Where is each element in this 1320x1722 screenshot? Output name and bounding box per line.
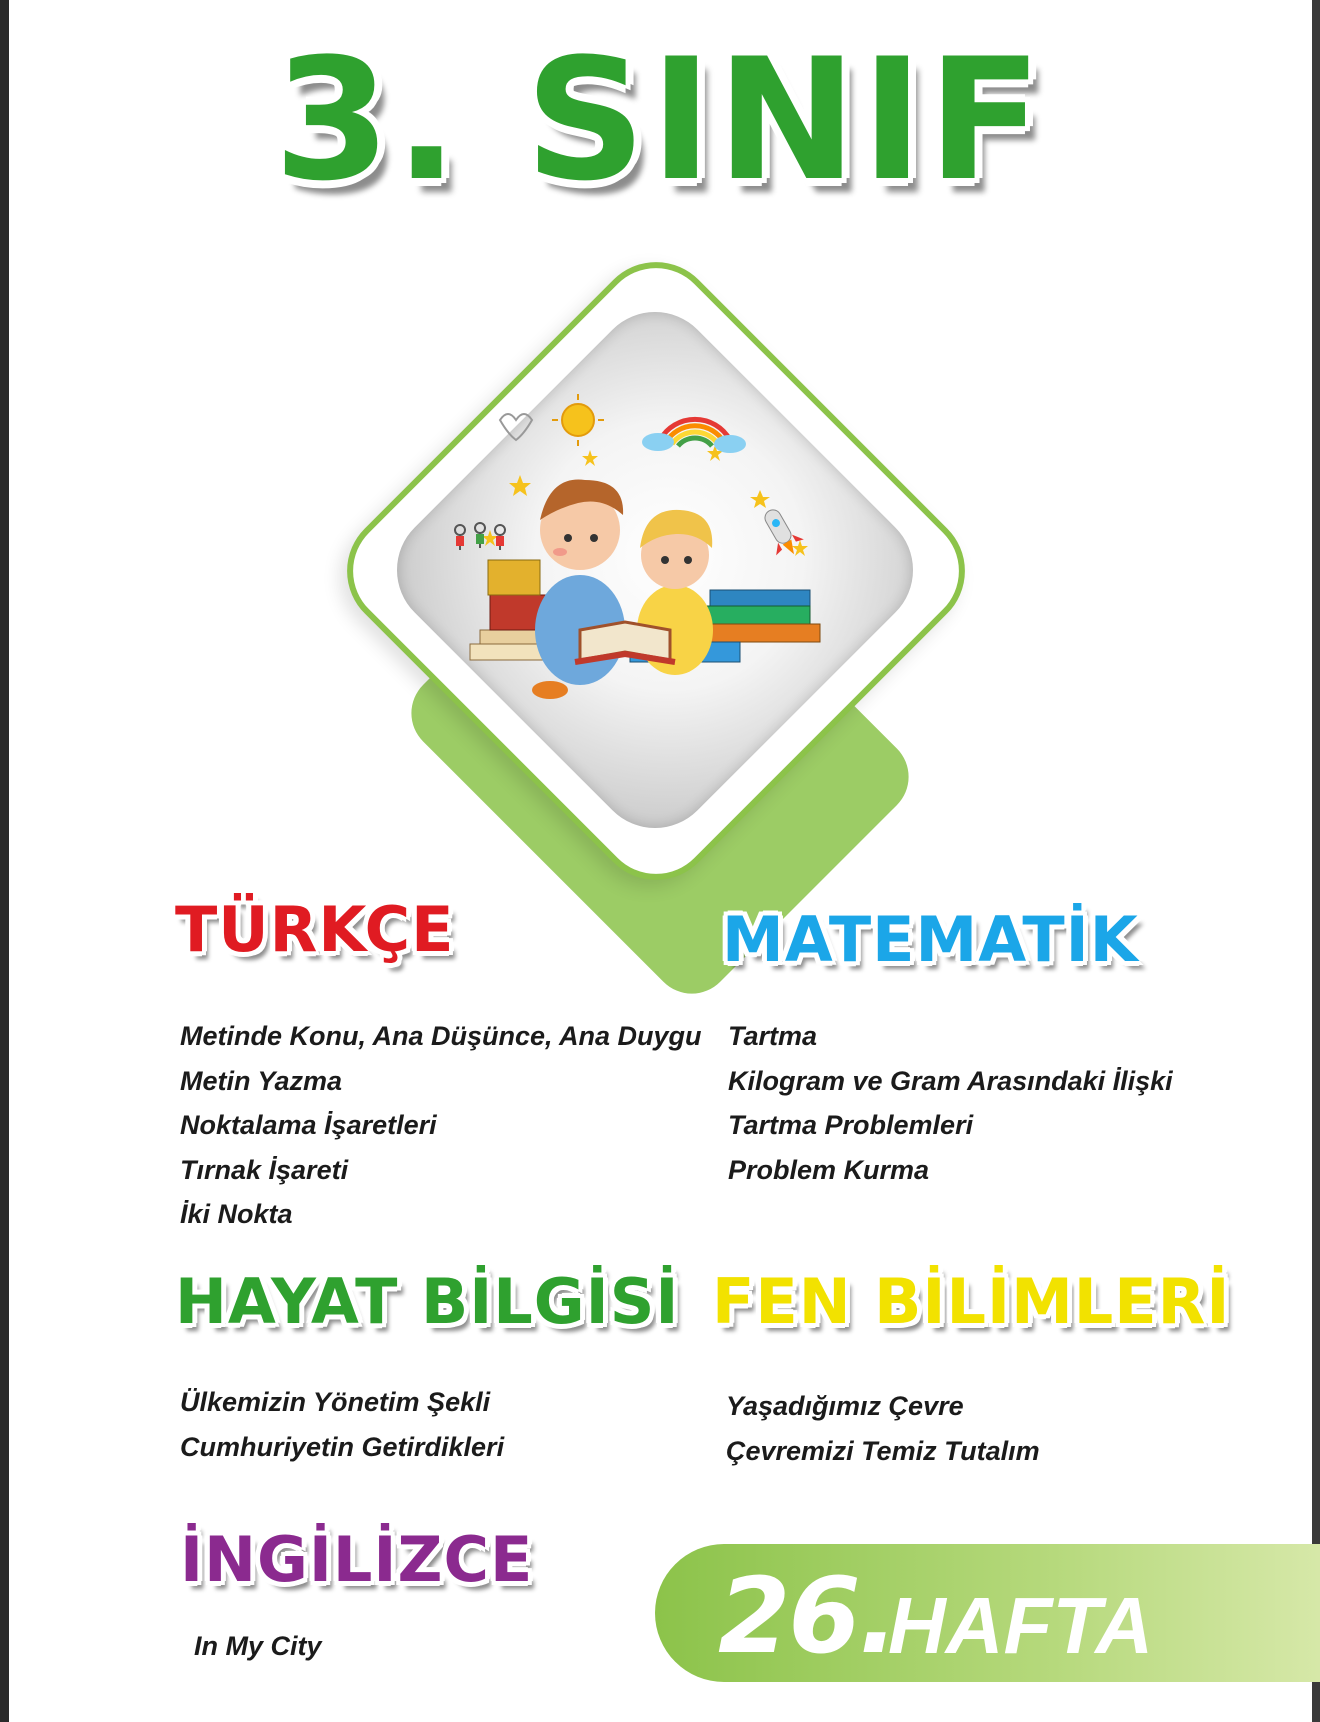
week-number: 26. [718,1555,897,1677]
subject-heading-ingilizce: İNGİLİZCE [180,1523,534,1596]
list-item: İki Nokta [180,1199,293,1229]
list-item: Noktalama İşaretleri [180,1110,437,1140]
subject-heading-turkce: TÜRKÇE [175,893,455,966]
list-item: Kilogram ve Gram Arasındaki İlişki [728,1065,1173,1096]
list-item: Tırnak İşareti [180,1154,349,1185]
list-item: Metinde Konu, Ana Düşünce, Ana Duygu [180,1021,702,1051]
topic-list-hayat-bilgisi [180,1380,504,1469]
week-label: HAFTA [888,1581,1154,1670]
topic-list-ingilizce [194,1624,322,1669]
list-item: Cumhuriyetin Getirdikleri [180,1431,505,1462]
list-item: Tartma [728,1021,818,1051]
list-item: Çevremizi Temiz Tutalım [726,1435,1040,1466]
subject-heading-matematik: MATEMATİK [722,903,1139,976]
page-right-edge [1312,0,1320,1722]
list-item: Yaşadığımız Çevre [726,1391,964,1421]
topic-list-fen-bilimleri [726,1384,1040,1473]
list-item: Tartma Problemleri [728,1110,974,1140]
list-item: Problem Kurma [728,1154,930,1185]
list-item: Ülkemizin Yönetim Şekli [180,1387,491,1417]
page-left-edge [0,0,9,1722]
topic-list-turkce [180,1014,702,1237]
list-item: Metin Yazma [180,1065,343,1096]
page-title: 3. SINIF [273,22,1047,218]
topic-list-matematik [728,1014,1173,1192]
children-reading-books-illustration [430,380,870,780]
subject-heading-fen-bilimleri: FEN BİLİMLERİ [712,1265,1231,1338]
subject-heading-hayat-bilgisi: HAYAT BİLGİSİ [175,1265,680,1338]
list-item: In My City [194,1631,322,1661]
